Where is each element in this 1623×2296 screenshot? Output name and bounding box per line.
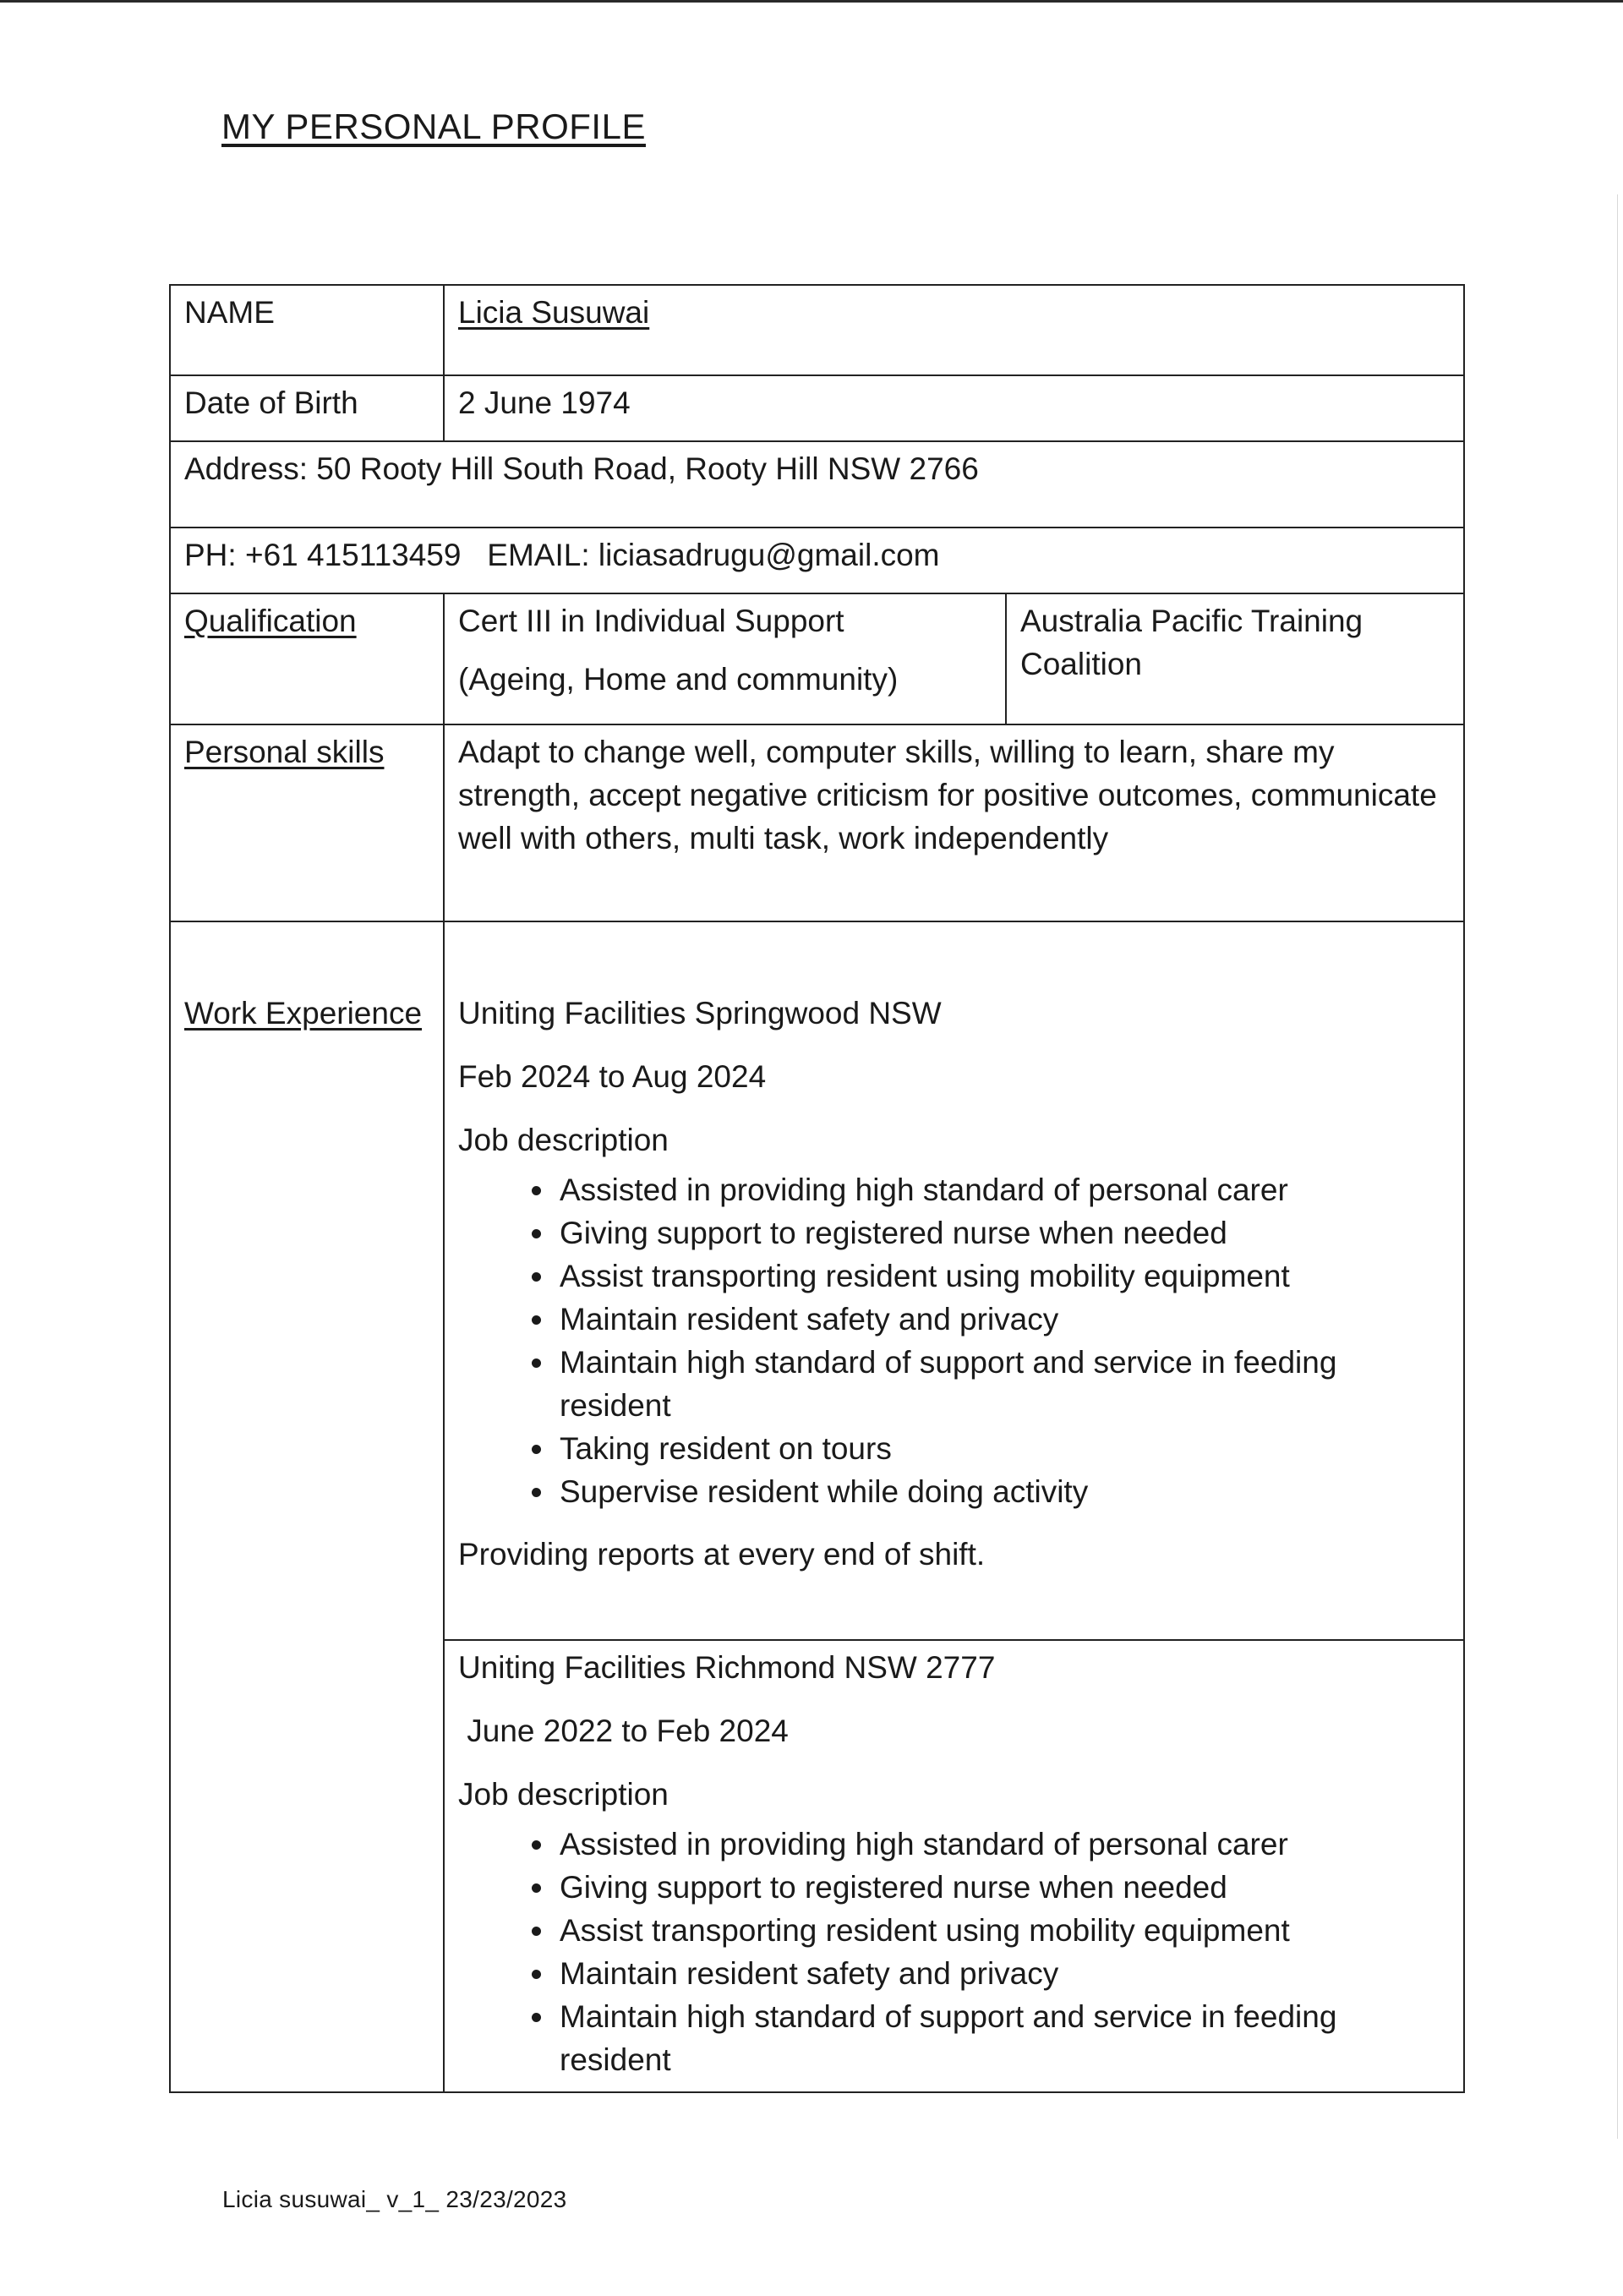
course-line-2: (Ageing, Home and community) xyxy=(458,662,899,697)
job-2-employer: Uniting Facilities Richmond NSW 2777 xyxy=(458,1650,996,1685)
dob-label: Date of Birth xyxy=(170,375,444,441)
job-2 xyxy=(444,1640,1464,2092)
name-value: Licia Susuwai xyxy=(458,295,650,330)
scan-edge-right xyxy=(1617,194,1618,2139)
dob-value: 2 June 1974 xyxy=(444,375,1464,441)
page-title: MY PERSONAL PROFILE xyxy=(221,107,646,146)
qualification-label: Qualification xyxy=(184,604,357,638)
duty-item: • Maintain resident safety and privacy xyxy=(556,1952,1450,1995)
skills-text: Adapt to change well, computer skills, willing to learn, share my strength, accept negative criticism for positive outcomes, communicate well with others, multi task, work independently xyxy=(444,724,1464,921)
skills-label: Personal skills xyxy=(184,735,385,769)
job-1-employer: Uniting Facilities Springwood NSW xyxy=(458,996,942,1030)
job-1-period: Feb 2024 to Aug 2024 xyxy=(458,1059,767,1095)
job-1 xyxy=(444,921,1464,1640)
duty-item: • Assist transporting resident using mobility equipment xyxy=(556,1255,1450,1298)
contact-text: PH: +61 415113459 EMAIL: liciasadrugu@gmail.com xyxy=(170,528,1464,593)
job-2-desc-label: Job description xyxy=(458,1777,669,1812)
duty-item: • Giving support to registered nurse when needed xyxy=(556,1211,1450,1255)
work-row-1 xyxy=(170,921,1464,1640)
course-line-1: Cert III in Individual Support xyxy=(458,604,844,638)
duty-item: • Supervise resident while doing activity xyxy=(556,1470,1450,1513)
profile-table xyxy=(169,284,1465,2093)
duty-item: • Assist transporting resident using mobility equipment xyxy=(556,1909,1450,1952)
job-2-period: June 2022 to Feb 2024 xyxy=(458,1714,789,1749)
dob-row xyxy=(170,375,1464,441)
address-row xyxy=(170,441,1464,528)
address-text: Address: 50 Rooty Hill South Road, Rooty Hill NSW 2766 xyxy=(170,441,1464,528)
job-1-desc-label: Job description xyxy=(458,1123,669,1158)
duty-item: • Taking resident on tours xyxy=(556,1427,1450,1470)
qualification-provider: Australia Pacific Training Coalition xyxy=(1006,593,1464,724)
duty-item: • Maintain high standard of support and service in feeding resident xyxy=(556,1341,1450,1427)
work-label: Work Experience xyxy=(184,996,423,1030)
qualification-row xyxy=(170,593,1464,724)
duty-item: • Giving support to registered nurse when needed xyxy=(556,1866,1450,1909)
duty-item: • Maintain high standard of support and service in feeding resident xyxy=(556,1995,1450,2081)
job-1-note: Providing reports at every end of shift. xyxy=(458,1536,986,1572)
duty-item: • Assisted in providing high standard of personal carer xyxy=(556,1168,1450,1211)
scan-edge-top xyxy=(0,0,1623,3)
name-row xyxy=(170,285,1464,375)
job-1-duties xyxy=(458,1168,1450,1513)
name-label: NAME xyxy=(170,285,444,375)
duty-item: • Assisted in providing high standard of personal carer xyxy=(556,1823,1450,1866)
contact-row xyxy=(170,528,1464,593)
footer-text: Licia susuwai_ v_1_ 23/23/2023 xyxy=(222,2186,567,2212)
qualification-course xyxy=(444,593,1006,724)
skills-row xyxy=(170,724,1464,921)
duty-item: • Maintain resident safety and privacy xyxy=(556,1298,1450,1341)
job-2-duties xyxy=(458,1823,1450,2081)
